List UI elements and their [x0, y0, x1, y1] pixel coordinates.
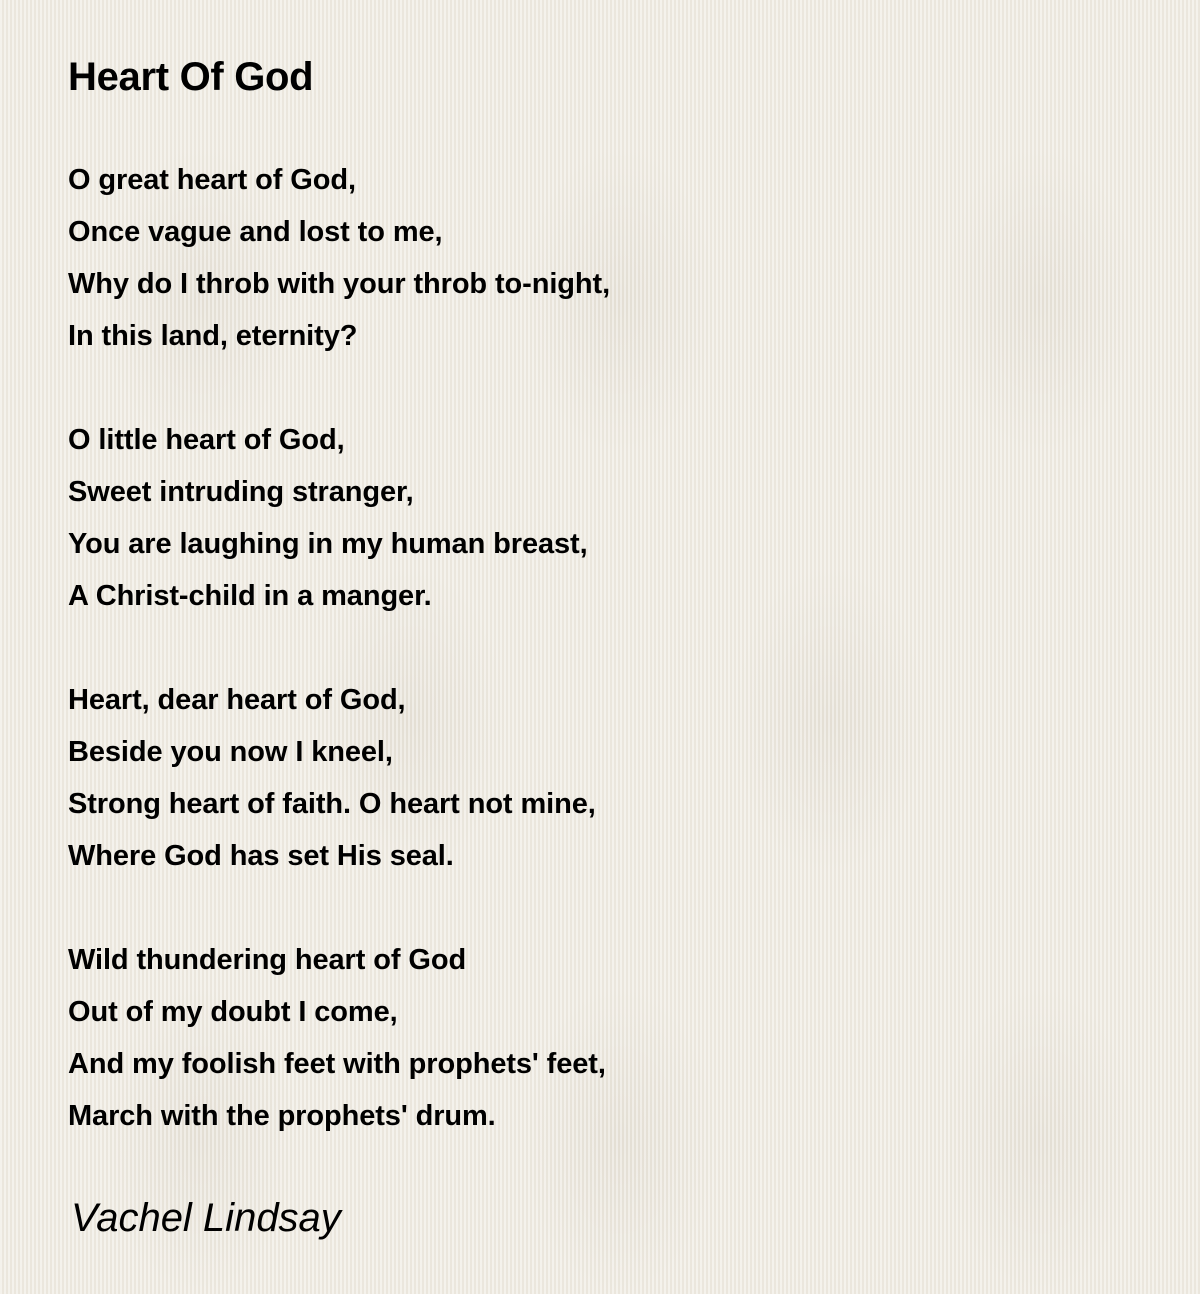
poem-line: Where God has set His seal.	[68, 840, 454, 872]
poem-body	[68, 154, 610, 1194]
stanza-1	[68, 154, 610, 362]
poem-line: Sweet intruding stranger,	[68, 476, 414, 508]
poem-line: Wild thundering heart of God	[68, 944, 467, 976]
poem-line: In this land, eternity?	[68, 320, 358, 352]
stanza-3	[68, 674, 610, 882]
poem-line: O great heart of God,	[68, 164, 356, 196]
poem-line: O little heart of God,	[68, 424, 345, 456]
poem-line: Why do I throb with your throb to-night,	[68, 268, 611, 300]
poem-line: You are laughing in my human breast,	[68, 528, 588, 560]
poem-line: Heart, dear heart of God,	[68, 684, 406, 716]
stanza-2	[68, 414, 610, 622]
poem-line: Strong heart of faith. O heart not mine,	[68, 788, 596, 820]
poem-line: A Christ-child in a manger.	[68, 580, 432, 612]
poem-line: And my foolish feet with prophets' feet,	[68, 1048, 606, 1080]
poem-title: Heart Of God	[68, 55, 314, 99]
poem-author: Vachel Lindsay	[71, 1196, 341, 1240]
poem-line: Beside you now I kneel,	[68, 736, 393, 768]
poem-line: March with the prophets' drum.	[68, 1100, 496, 1132]
stanza-4	[68, 934, 610, 1142]
poem-line: Once vague and lost to me,	[68, 216, 443, 248]
poem-line: Out of my doubt I come,	[68, 996, 398, 1028]
